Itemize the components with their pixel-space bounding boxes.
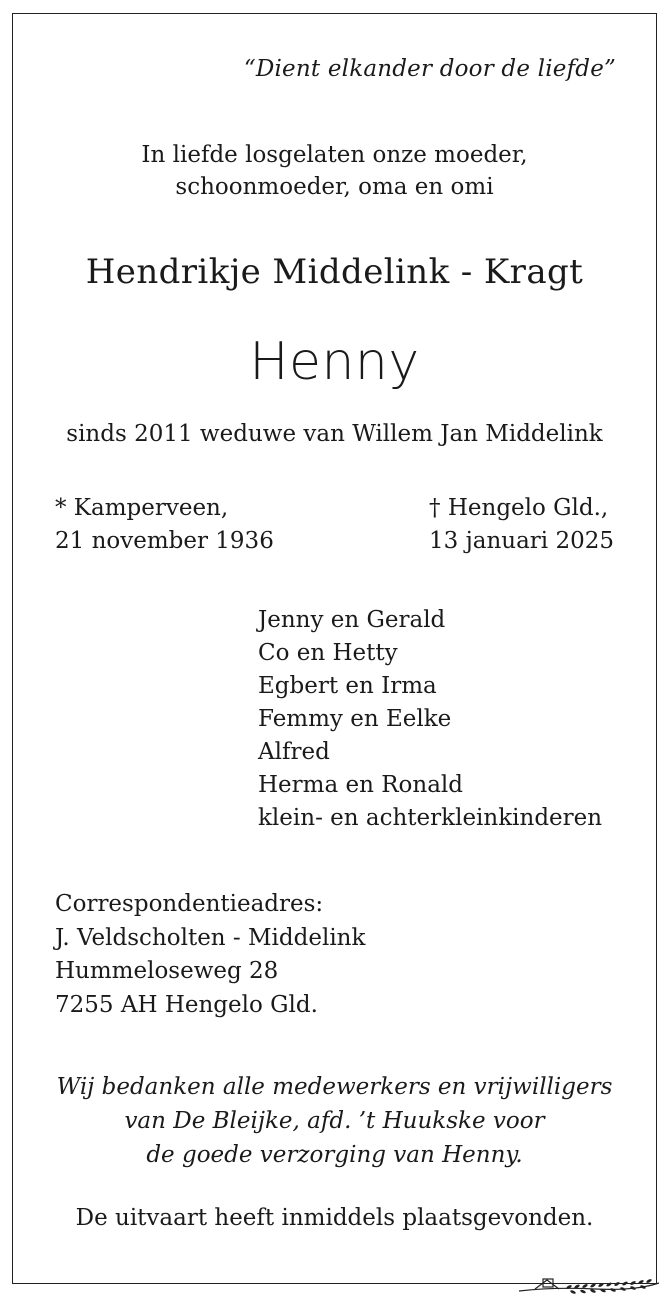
family-member: Egbert en Irma	[258, 673, 437, 699]
thanks-text	[0, 1070, 669, 1172]
deceased-nickname: Henny	[249, 332, 420, 392]
family-list	[258, 604, 602, 835]
family-member: klein- en achterkleinkinderen	[258, 805, 603, 831]
intro-text	[0, 139, 669, 203]
motto: “Dient elkander door de liefde”	[243, 56, 616, 82]
birth-date: 21 november 1936	[55, 528, 274, 554]
address-street: Hummeloseweg 28	[55, 958, 279, 984]
death-info	[429, 492, 614, 558]
death-place: † Hengelo Gld.,	[429, 495, 609, 521]
thanks-line-2: van De Bleijke, afd. ’t Huukske voor	[124, 1108, 545, 1134]
family-member: Herma en Ronald	[258, 772, 464, 798]
thanks-line-3: de goede verzorging van Henny.	[146, 1142, 523, 1168]
birth-place: * Kamperveen,	[55, 495, 229, 521]
family-member: Jenny en Gerald	[258, 607, 446, 633]
family-member: Co en Hetty	[258, 640, 398, 666]
widow-note: sinds 2011 weduwe van Willem Jan Middelink	[66, 421, 603, 447]
birth-info	[55, 492, 274, 558]
address-city: 7255 AH Hengelo Gld.	[55, 991, 318, 1018]
intro-line-2: schoonmoeder, oma en omi	[175, 174, 494, 200]
family-member: Alfred	[258, 739, 330, 765]
address-name: J. Veldscholten - Middelink	[55, 924, 366, 951]
intro-line-1: In liefde losgelaten onze moeder,	[141, 142, 528, 168]
correspondence-address	[55, 888, 365, 1022]
deceased-full-name: Hendrikje Middelink - Kragt	[85, 252, 584, 292]
address-heading: Correspondentieadres:	[55, 891, 324, 917]
death-date: 13 januari 2025	[429, 528, 614, 554]
thanks-line-1: Wij bedanken alle medewerkers en vrijwilligers	[56, 1074, 613, 1100]
family-member: Femmy en Eelke	[258, 706, 452, 732]
closing-text: De uitvaart heeft inmiddels plaatsgevonden.	[75, 1205, 594, 1231]
memorial-wreath-logo-icon	[515, 1267, 663, 1297]
